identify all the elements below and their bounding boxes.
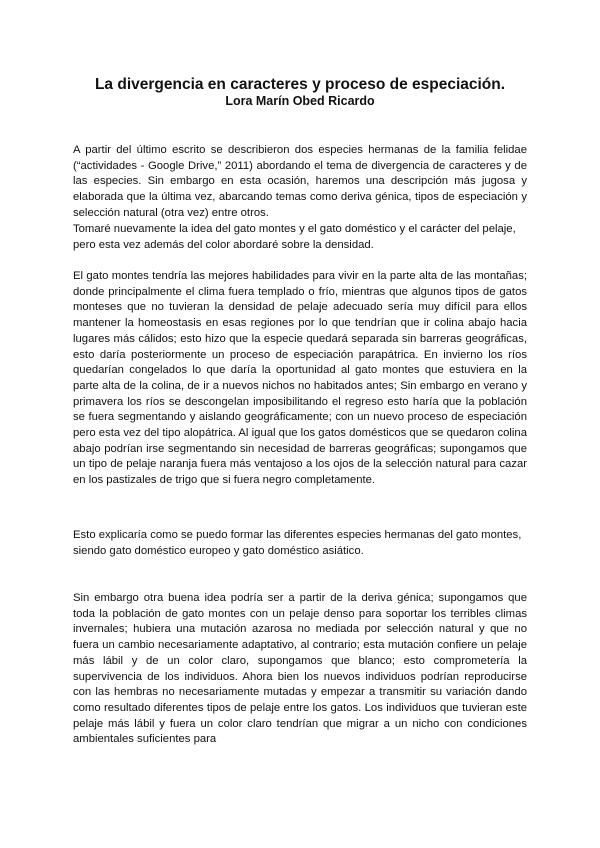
- paragraph-conclusion: Esto explicaría como se puedo formar las diferentes especies hermanas del gato montes, siendo gato doméstico europeo y gato doméstico asiático.: [73, 529, 522, 557]
- paragraph-topic: Tomaré nuevamente la idea del gato montes y el gato doméstico y el carácter del pelaje, pero esta vez además del color abordaré sobre la densidad.: [73, 223, 516, 251]
- paragraph-intro: A partir del último escrito se describieron dos especies hermanas de la familia felidae (“actividades - Google Drive,” 2011) abordando el tema de divergencia de caracteres y de las especies. Sin embargo en esta ocasión, haremos una descripción más jugosa y elaborada que la última vez, abarcando temas como deriva génica, tipos de especiación y selección natural (otra vez) entre otros.: [73, 144, 527, 219]
- paragraph-genetic-drift: Sin embargo otra buena idea podría ser a partir de la deriva génica; supongamos que toda la población de gato montes con un pelaje denso para soportar los terribles climas invernales; hubiera una mutación azarosa no mediada por selección natural y que no fuera un cambio necesariamente adaptativo, al contrario; esta mutación confiere un pelaje más lábil y de un color claro, supongamos que blanco; esto comprometería la supervivencia de los individuos. Ahora bien los nuevos individuos podrían reproducirse con las hembras no necesariamente mutadas y empezar a transmitir su variación dando como resultado diferentes tipos de pelaje entre los gatos. Los individuos que tuvieran este pelaje más lábil y fuera un color claro tendrían que migrar a un nicho con condiciones ambientales suficientes para: [73, 592, 527, 746]
- document-title: La divergencia en caracteres y proceso de especiación.: [94, 76, 506, 93]
- document-author: Lora Marín Obed Ricardo: [225, 94, 375, 108]
- paragraph-speciation: El gato montes tendría las mejores habilidades para vivir en la parte alta de las montañas; donde principalmente el clima fuera templado o frío, mientras que algunos tipos de gatos monteses que no tuvieran la densidad de pelaje adecuado sería muy difícil para ellos mantener la homeostasis en esas regiones por lo que tendrían que ir colina abajo hacia lugares más cálidos; esto hizo que la especie quedará separada sin barreras geográficas, esto daría posteriormente un proceso de especiación parapátrica. En invierno los ríos quedarían congelados lo que daría la oportunidad al gato montes que estuviera en la parte alta de la colina, de ir a nuevos nichos no habitados antes; Sin embargo en verano y primavera los ríos se descongelan imposibilitando el regreso esto haría que la población se fuera segmentando y aislando geográficamente; con un nuevo proceso de especiación pero esta vez del tipo alopátrica. Al igual que los gatos domésticos que se quedaron colina abajo podrían irse segmentando sin necesidad de barreras geográficas; supongamos que un tipo de pelaje naranja fuera más ventajoso a los ojos de la selección natural para cazar en los pastizales de trigo que si fuera negro completamente.: [73, 270, 527, 487]
